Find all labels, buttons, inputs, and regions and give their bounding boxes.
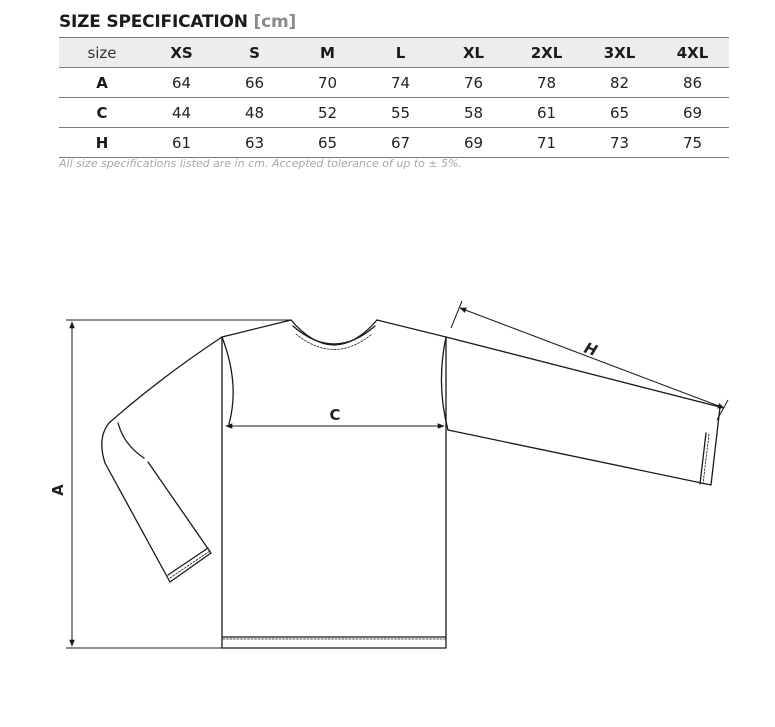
- table-cell: 65: [583, 98, 656, 128]
- tolerance-note: All size specifications listed are in cm. Accepted tolerance of up to ± 5%.: [59, 157, 463, 170]
- table-cell: 78: [510, 68, 583, 98]
- row-label: H: [59, 128, 145, 158]
- size-header-2xl: 2XL: [510, 38, 583, 68]
- table-cell: 55: [364, 98, 437, 128]
- measurement-a-length: [66, 320, 291, 648]
- size-header-3xl: 3XL: [583, 38, 656, 68]
- size-column-header: size: [59, 38, 145, 68]
- table-cell: 70: [291, 68, 364, 98]
- measurement-h-sleeve-length: [451, 301, 728, 420]
- title-text: SIZE SPECIFICATION: [59, 12, 248, 32]
- table-cell: 61: [145, 128, 218, 158]
- size-header-xl: XL: [437, 38, 510, 68]
- table-cell: 69: [437, 128, 510, 158]
- table-cell: 44: [145, 98, 218, 128]
- row-label: C: [59, 98, 145, 128]
- label-c: C: [329, 406, 341, 424]
- table-cell: 69: [656, 98, 729, 128]
- title-unit: [cm]: [253, 12, 297, 32]
- label-h: H: [581, 338, 600, 360]
- long-sleeve-shirt-outline: [102, 320, 720, 648]
- table-cell: 61: [510, 98, 583, 128]
- table-cell: 74: [364, 68, 437, 98]
- table-cell: 65: [291, 128, 364, 158]
- table-cell: 86: [656, 68, 729, 98]
- table-cell: 71: [510, 128, 583, 158]
- table-cell: 73: [583, 128, 656, 158]
- table-cell: 58: [437, 98, 510, 128]
- size-header-l: L: [364, 38, 437, 68]
- table-cell: 64: [145, 68, 218, 98]
- size-header-s: S: [218, 38, 291, 68]
- size-header-xs: XS: [145, 38, 218, 68]
- table-cell: 75: [656, 128, 729, 158]
- table-cell: 66: [218, 68, 291, 98]
- label-a: A: [49, 484, 67, 496]
- table-cell: 76: [437, 68, 510, 98]
- table-cell: 63: [218, 128, 291, 158]
- row-label: A: [59, 68, 145, 98]
- table-cell: 67: [364, 128, 437, 158]
- table-cell: 48: [218, 98, 291, 128]
- table-cell: 82: [583, 68, 656, 98]
- size-header-m: M: [291, 38, 364, 68]
- table-cell: 52: [291, 98, 364, 128]
- size-header-4xl: 4XL: [656, 38, 729, 68]
